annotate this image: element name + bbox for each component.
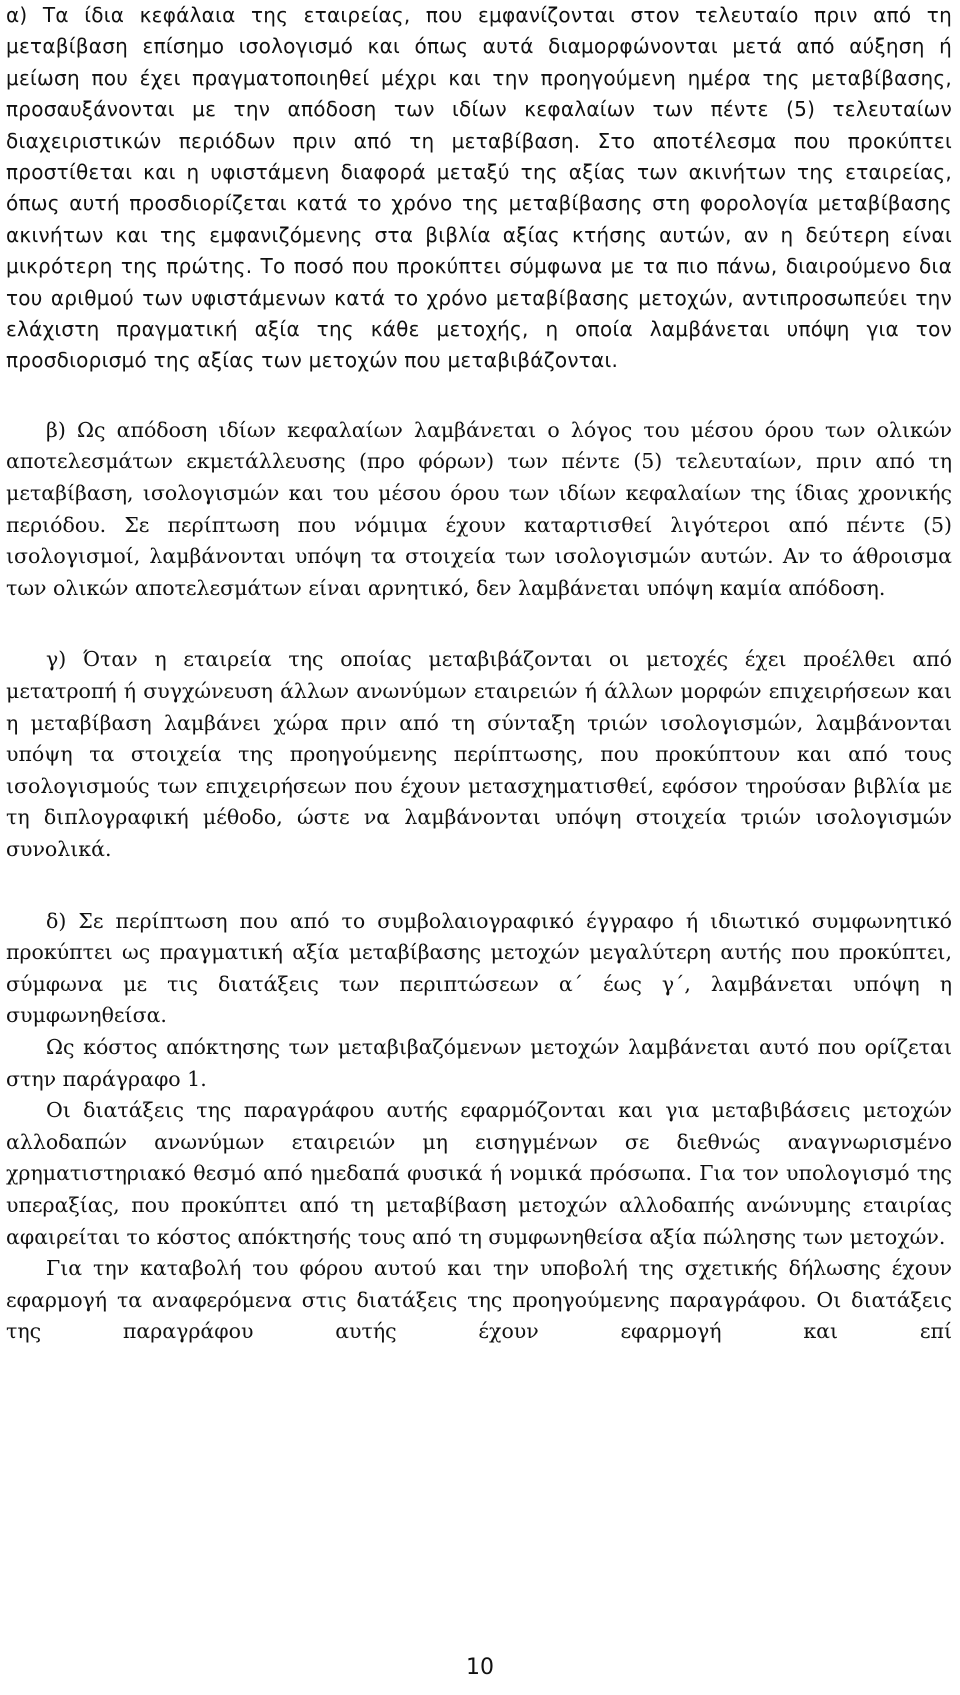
paragraph-a: α) Τα ίδια κεφάλαια της εταιρείας, που εμφανίζονται στον τελευταίο πριν από τη μεταβίβαση επίσημο ισολογισμό και όπως αυτά διαμορφώνονται μετά από αύξηση ή μείωση που έχει πραγματοποιηθεί μέχρι και την προηγούμενη ημέρα της μεταβίβασης, προσαυξάνονται με την απόδοση των ιδίων κεφαλαίων των πέντε (5) τελευταίων διαχειριστικών περιόδων πριν από τη μεταβίβαση. Στο αποτέλεσμα που προκύπτει προστίθεται και η υφιστάμενη διαφορά μεταξύ της αξίας των ακινήτων της εταιρείας, όπως αυτή προσδιορίζεται κατά το χρόνο της μεταβίβασης στη φορολογία μεταβίβασης ακινήτων και της εμφανιζόμενης στα βιβλία αξίας κτήσης αυτών, αν η δεύτερη είναι μικρότερη της πρώτης. Το ποσό που προκύπτει σύμφωνα με τα πιο πάνω, διαιρούμενο δια του αριθμού των υφιστάμενων κατά το χρόνο μεταβίβασης μετοχών, αντιπροσωπεύει την ελάχιστη πραγματική αξία της κάθε μετοχής, η οποία λαμβάνεται υπόψη για τον προσδιορισμό της αξίας των μετοχών που μεταβιβάζονται. [6, 3, 952, 373]
paragraph-b: β) Ως απόδοση ιδίων κεφαλαίων λαμβάνεται ο λόγος του μέσου όρου των ολικών αποτελεσμάτων εκμετάλλευσης (προ φόρων) των πέντε (5) τελευταίων, πριν από τη μεταβίβαση, ισολογισμών και του μέσου όρου των ιδίων κεφαλαίων της ίδιας χρονικής περιόδου. Σε περίπτωση που νόμιμα έχουν καταρτισθεί λιγότεροι από πέντε (5) ισολογισμοί, λαμβάνονται υπόψη τα στοιχεία των ισολογισμών αυτών. Αν το άθροισμα των ολικών αποτελεσμάτων είναι αρνητικό, δεν λαμβάνεται υπόψη καμία απόδοση. [6, 417, 952, 600]
paragraph-g: Για την καταβολή του φόρου αυτού και την υποβολή της σχετικής δήλωσης έχουν εφαρμογή τα αναφερόμενα στις διατάξεις της προηγούμενης παραγράφου. Οι διατάξεις της παραγράφου αυτής έχουν εφαρμογή και επί [6, 1256, 952, 1344]
paragraph-c: γ) Όταν η εταιρεία της οποίας μεταβιβάζονται οι μετοχές έχει προέλθει από μετατροπή ή συγχώνευση άλλων ανωνύμων εταιρειών ή άλλων μορφών επιχειρήσεων και η μεταβίβαση λαμβάνει χώρα πριν από τη σύνταξη τριών ισολογισμών, λαμβάνονται υπόψη τα στοιχεία της προηγούμενης περίπτωσης, που προκύπτουν και από τους ισολογισμούς των επιχειρήσεων που έχουν μετασχηματισθεί, εφόσον τηρούσαν βιβλία με τη διπλογραφική μέθοδο, ώστε να λαμβάνονται υπόψη στοιχεία τριών ισολογισμών συνολικά. [6, 647, 952, 861]
paragraph-d: δ) Σε περίπτωση που από το συμβολαιογραφικό έγγραφο ή ιδιωτικό συμφωνητικό προκύπτει ως πραγματική αξία μεταβίβασης μετοχών μεγαλύτερη αυτής που προκύπτει, σύμφωνα με τις διατάξεις των περιπτώσεων α΄ έως γ΄, λαμβάνεται υπόψη η συμφωνηθείσα. [6, 908, 952, 1028]
document-page [6, 0, 952, 1348]
paragraph-e: Ως κόστος απόκτησης των μεταβιβαζόμενων μετοχών λαμβάνεται αυτό που ορίζεται στην παράγραφο 1. [6, 1034, 952, 1091]
page-number: 10 [466, 1655, 494, 1680]
paragraph-f: Οι διατάξεις της παραγράφου αυτής εφαρμόζονται και για μεταβιβάσεις μετοχών αλλοδαπών ανωνύμων εταιρειών μη εισηγμένων σε διεθνώς αναγνωρισμένο χρηματιστηριακό θεσμό από ημεδαπά φυσικά ή νομικά πρόσωπα. Για τον υπολογισμό της υπεραξίας, που προκύπτει από τη μεταβίβαση μετοχών αλλοδαπής ανώνυμης εταιρίας αφαιρείται το κόστος απόκτησής τους από τη συμφωνηθείσα αξία πώλησης των μετοχών. [6, 1098, 952, 1249]
